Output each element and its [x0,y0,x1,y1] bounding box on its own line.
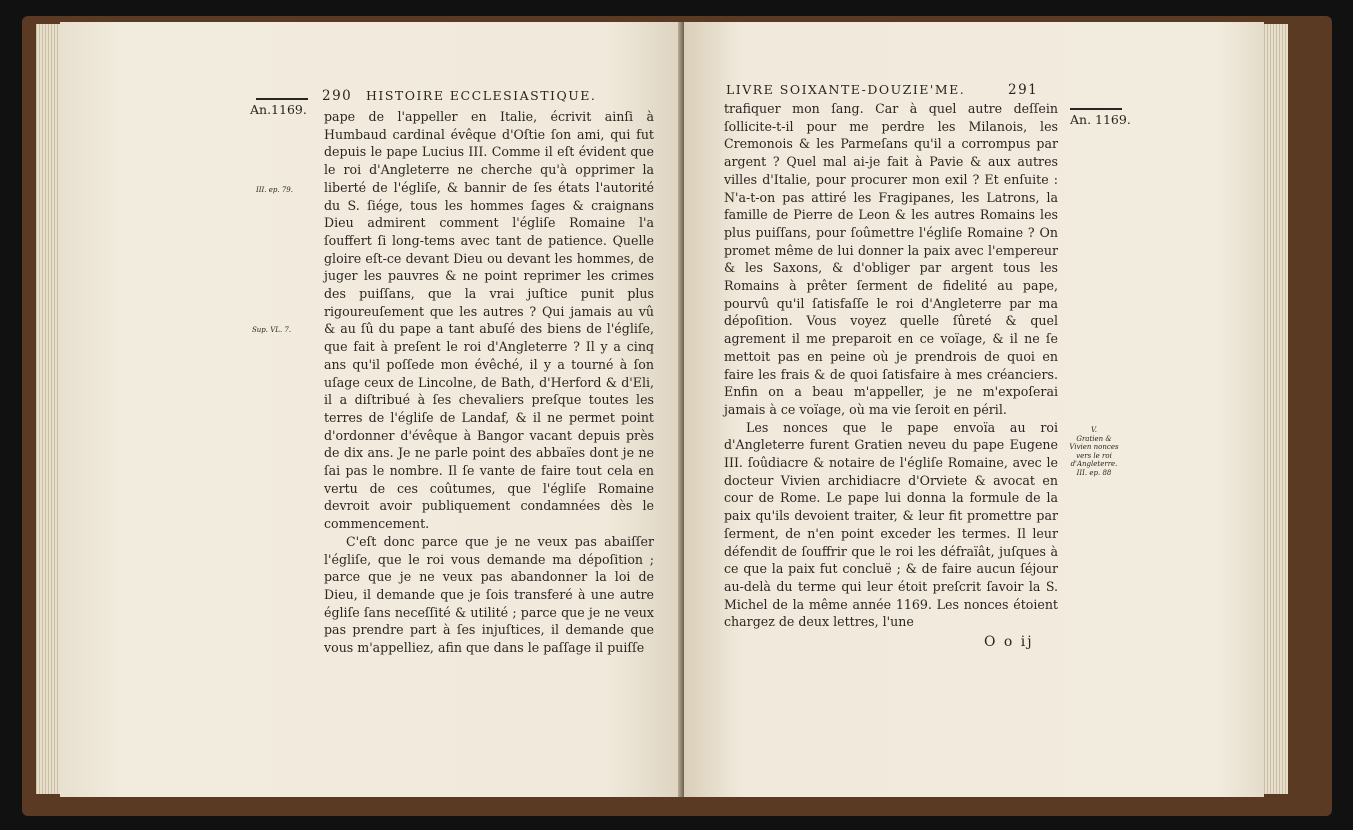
left-running-head: HISTOIRE ECCLESIASTIQUE. [366,88,597,103]
left-page-number: 290 [322,88,353,104]
right-page [684,22,1264,797]
left-paragraph-1: pape de l'appeller en Italie, écrivit ainſi à Humbaud cardinal évêque d'Oſtie ſon ami, qui fut depuis le pape Lucius III. Comme il eſt évident que le roi d'Angleterre ne cherche qu'à opprimer la liberté de l'égliſe, & bannir de ſes états l'autorité du S. ſiége, tous les hommes ſages & craignans Dieu admirent comment l'égliſe Romaine l'a ſouffert ſi long-tems avec tant de patience. Quelle gloire eſt-ce devant Dieu ou devant les hommes, de juger les pauvres & ne point reprimer les crimes des puiſſans, que la vrai juſtice punit plus rigoureuſement que les autres ? Qui jamais au vû & au ſû du pape a tant abuſé des biens de l'égliſe, que fait à preſent le roi d'Angleterre ? Il y a cinq ans qu'il poſſede mon évêché, il y a tourné à ſon uſage ceux de Lincolne, de Bath, d'Herford & d'Eli, il a diſtribué à ſes chevaliers preſque toutes les terres de l'égliſe de Landaf, & il ne permet point d'ordonner d'évêque à Bangor vacant depuis près de dix ans. Je ne parle point des abbaïes dont je ne ſai pas le nombre. Il ſe vante de faire tout cela en vertu de ces coûtumes, que l'égliſe Romaine devroit avoir publiquement condamnées dès le commencement. [324,109,654,532]
left-page-edges [36,24,62,794]
right-page-edges [1262,24,1288,794]
signature-mark: O o ij [984,634,1034,650]
right-margin-year: An. 1169. [1070,112,1131,127]
left-page-text [324,108,654,657]
left-margin-note-1: III. ep. 79. [256,186,293,194]
left-page [60,22,680,797]
right-margin-note: V. Gratien & Vivien nonces vers le roi d'Angleterre. III. ep. 88 [1069,426,1119,477]
right-page-number: 291 [1008,82,1039,98]
right-year-rule [1070,108,1122,110]
right-paragraph-1: trafiquer mon ſang. Car à quel autre deſſein ſollicite-t-il pour me perdre les Milanois, les Cremonois & les Parmeſans qu'il a corrompus par argent ? Quel mal ai-je fait à Pavie & aux autres villes d'Italie, pour procurer mon exil ? Et enſuite : N'a-t-on pas attiré les Fragipanes, les Latrons, la famille de Pierre de Leon & les autres Romains les plus puiſſans, pour ſoûmettre l'égliſe Romaine ? On promet même de lui donner la paix avec l'empereur & les Saxons, & d'obliger par argent tous les Romains à prêter ſerment de fidelité au pape, pourvû qu'il ſatisfaſſe le roi d'Angleterre par ma dépoſition. Vous voyez quelle ſûreté & quel agrement il me preparoit en ce voïage, & il ne ſe mettoit pas en peine où je prendrois de quoi en faire les frais & de quoi ſatisfaire à mes créanciers. Enfin on a beau m'appeller, je ne m'expoſerai jamais à ce voïage, où ma vie ſeroit en péril. [724,101,1058,417]
right-running-head: LIVRE SOIXANTE-DOUZIE'ME. [726,82,966,97]
right-paragraph-2: Les nonces que le pape envoïa au roi d'Angleterre furent Gratien neveu du pape Eugene III. ſoûdiacre & notaire de l'égliſe Romaine, avec le docteur Vivien archidiacre d'Orviete & avocat en cour de Rome. Le pape lui donna la formule de la paix qu'ils devoient traiter, & leur fit promettre par ſerment, de n'en point exceder les termes. Il leur défendit de ſouffrir que le roi les défraïât, juſques à ce que la paix fut concluë ; & de faire aucun ſéjour au-delà du terme qui leur étoit preſcrit ſavoir la S. Michel de la même année 1169. Les nonces étoient chargez de deux lettres, l'une [724,419,1058,630]
year-rule [256,98,308,100]
left-paragraph-2: C'eſt donc parce que je ne veux pas abaiſſer l'égliſe, que le roi vous demande ma dépoſition ; parce que je ne veux pas abandonner la loi de Dieu, il demande que je ſois transferé à une autre égliſe ſans neceſſité & utilité ; parce que je ne veux pas prendre part à ſes injuſtices, il demande que vous m'appelliez, afin que dans le paſſage il puiſſe [324,533,654,656]
left-margin-year: An.1169. [250,102,307,117]
right-page-text [724,100,1058,631]
left-margin-note-2: Sup. VL. 7. [252,326,292,334]
